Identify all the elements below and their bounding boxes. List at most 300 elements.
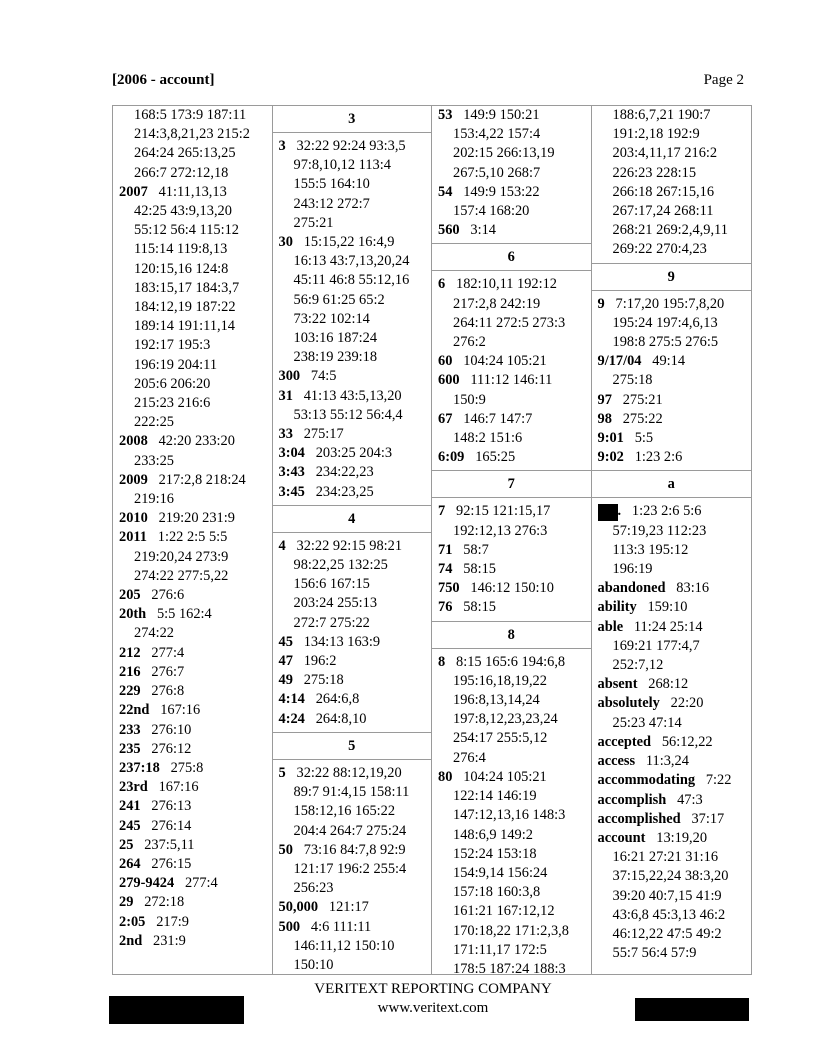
index-page-refs: 167:16 bbox=[160, 702, 201, 719]
index-term: 49 bbox=[278, 672, 293, 689]
index-term: 53 bbox=[438, 107, 453, 123]
index-term: ability bbox=[597, 599, 637, 616]
index-term: 3:45 bbox=[278, 483, 305, 500]
redaction-block-right bbox=[635, 998, 749, 1021]
index-term: 2009 bbox=[119, 471, 148, 488]
index-page-refs: 73:16 84:7,8 92:9 bbox=[303, 841, 406, 858]
index-page-refs: 159:10 bbox=[647, 599, 688, 616]
index-page-refs-continued: 217:2,8 242:19 bbox=[453, 295, 541, 312]
index-page-refs-continued: 46:12,22 47:5 49:2 bbox=[612, 925, 722, 942]
index-continuation-line: 203:4,11,17 216:2 bbox=[612, 145, 718, 162]
index-section-heading: 7 bbox=[432, 470, 591, 498]
index-term: absolutely bbox=[597, 695, 660, 712]
index-page-refs: 275:21 bbox=[622, 391, 663, 408]
index-page-refs: 134:13 163:9 bbox=[303, 633, 381, 650]
index-page-refs: 276:7 bbox=[151, 663, 185, 680]
index-page-refs-continued: 196:19 bbox=[612, 561, 653, 578]
index-section-heading: 8 bbox=[432, 621, 591, 649]
index-page-refs-continued: 195:24 197:4,6,13 bbox=[612, 314, 718, 331]
index-section-heading: 9 bbox=[592, 263, 752, 291]
index-entry bbox=[592, 733, 752, 752]
index-page-refs: 7:17,20 195:7,8,20 bbox=[615, 295, 725, 312]
index-term: 2:05 bbox=[119, 913, 146, 930]
index-page-refs-continued: 16:13 43:7,13,20,24 bbox=[293, 253, 410, 270]
index-page-refs: 47:3 bbox=[677, 791, 703, 808]
index-entry bbox=[113, 913, 272, 932]
index-page-refs: 37:17 bbox=[691, 810, 725, 827]
index-entry bbox=[432, 541, 591, 560]
index-page-refs: 11:24 25:14 bbox=[633, 618, 703, 635]
index-page-refs-continued: 53:13 55:12 56:4,4 bbox=[293, 406, 403, 423]
index-entry bbox=[432, 502, 591, 521]
index-page-refs: 13:19,20 bbox=[656, 829, 708, 846]
index-page-refs: 149:9 153:22 bbox=[463, 183, 540, 200]
index-term: 2008 bbox=[119, 433, 148, 450]
index-page-refs-continued: 156:6 167:15 bbox=[293, 576, 370, 593]
index-page-refs: 167:16 bbox=[158, 779, 199, 796]
index-entry bbox=[273, 841, 432, 860]
index-entry bbox=[113, 721, 272, 740]
index-page-refs-continued: 146:11,12 150:10 bbox=[293, 937, 395, 954]
index-term: 6 bbox=[438, 276, 446, 293]
index-entry bbox=[113, 644, 272, 663]
index-section-heading: 5 bbox=[273, 732, 432, 760]
index-page-refs-continued: 198:8 275:5 276:5 bbox=[612, 334, 719, 351]
index-page-refs-continued: 150:10 bbox=[293, 956, 334, 973]
index-page-refs: 217:9 bbox=[156, 913, 189, 930]
index-term: 750 bbox=[438, 580, 460, 597]
index-page-refs-continued: 39:20 40:7,15 41:9 bbox=[612, 887, 722, 904]
index-page-refs-continued: 264:11 272:5 273:3 bbox=[453, 314, 566, 331]
index-page-refs-continued: 97:8,10,12 113:4 bbox=[293, 157, 391, 174]
index-entry bbox=[113, 874, 272, 893]
index-entry bbox=[432, 275, 591, 294]
index-page-refs: 92:15 121:15,17 bbox=[456, 503, 551, 520]
index-term: 25 bbox=[119, 836, 134, 853]
index-term: access bbox=[597, 753, 636, 770]
index-page-refs-continued: 170:18,22 171:2,3,8 bbox=[453, 922, 569, 939]
index-page-refs-continued: 195:16,18,19,22 bbox=[453, 672, 547, 689]
index-page-refs-continued: 115:14 119:8,13 bbox=[134, 241, 228, 258]
index-page-refs-continued: 184:12,19 187:22 bbox=[134, 299, 236, 316]
index-page-refs: 121:17 bbox=[328, 899, 369, 916]
index-page-refs-continued: 37:15,22,24 38:3,20 bbox=[612, 868, 729, 885]
index-entry bbox=[273, 764, 432, 783]
index-page-refs: 58:7 bbox=[463, 541, 489, 558]
index-page-refs-continued: 55:12 56:4 115:12 bbox=[134, 222, 239, 239]
index-page-refs: 149:9 150:21 bbox=[463, 107, 540, 123]
index-page-refs: 58:15 bbox=[463, 599, 496, 616]
index-term-suffix: . bbox=[617, 503, 622, 520]
index-entry bbox=[432, 106, 591, 125]
index-page-refs: 22:20 bbox=[670, 695, 704, 712]
index-term: 3:04 bbox=[278, 445, 305, 462]
index-page-refs: 277:4 bbox=[151, 644, 185, 661]
index-term: 31 bbox=[278, 387, 293, 404]
index-entry bbox=[113, 701, 272, 720]
index-entry bbox=[273, 367, 432, 386]
index-continuation-line: 226:23 228:15 bbox=[612, 164, 697, 181]
index-term: 22nd bbox=[119, 702, 150, 719]
index-entry bbox=[432, 560, 591, 579]
index-term: 9:02 bbox=[597, 449, 624, 466]
index-entry bbox=[432, 448, 591, 467]
index-page-refs-continued: 161:21 167:12,12 bbox=[453, 903, 555, 920]
index-page-refs-continued: 43:6,8 45:3,13 46:2 bbox=[612, 906, 726, 923]
index-continuation-line: 268:21 269:2,4,9,11 bbox=[612, 222, 728, 239]
index-term: 205 bbox=[119, 587, 141, 604]
index-entry bbox=[273, 633, 432, 652]
index-entry bbox=[592, 598, 752, 617]
index-term: 2011 bbox=[119, 529, 147, 546]
index-page-refs: 276:6 bbox=[151, 587, 185, 604]
index-page-refs-continued: 153:4,22 157:4 bbox=[453, 126, 541, 143]
index-page-refs: 268:12 bbox=[648, 676, 689, 693]
redacted-term bbox=[598, 504, 618, 521]
index-continuation-line: 267:17,24 268:11 bbox=[612, 203, 714, 220]
index-term: 98 bbox=[597, 410, 612, 427]
index-term: 600 bbox=[438, 372, 460, 389]
index-term: accomplished bbox=[597, 810, 681, 827]
index-term: 4 bbox=[278, 537, 286, 554]
index-page-refs: 83:16 bbox=[676, 580, 710, 597]
index-page-refs-continued: 256:23 bbox=[293, 880, 334, 897]
page-range-header: [2006 - account] bbox=[112, 72, 215, 88]
index-page-refs: 15:15,22 16:4,9 bbox=[303, 234, 395, 251]
index-page-refs-continued: 158:12,16 165:22 bbox=[293, 803, 396, 820]
index-continuation-line: 266:7 272:12,18 bbox=[134, 164, 229, 181]
index-entry bbox=[273, 483, 432, 502]
index-entry bbox=[113, 759, 272, 778]
index-entry bbox=[113, 183, 272, 202]
index-page-refs-continued: 169:21 177:4,7 bbox=[612, 637, 700, 654]
index-term: 212 bbox=[119, 644, 141, 661]
index-page-refs-continued: 222:25 bbox=[134, 414, 174, 431]
index-term: 233 bbox=[119, 721, 141, 738]
index-entry bbox=[432, 221, 591, 240]
index-page-refs-continued: 196:19 204:11 bbox=[134, 356, 218, 373]
index-term: 2nd bbox=[119, 932, 143, 949]
index-term: 30 bbox=[278, 234, 293, 251]
index-entry bbox=[592, 295, 752, 314]
index-page-refs-continued: 155:5 164:10 bbox=[293, 176, 370, 193]
index-term: 33 bbox=[278, 426, 293, 443]
index-entry bbox=[273, 898, 432, 917]
index-page-refs: 5:5 bbox=[634, 430, 654, 447]
index-term: 20th bbox=[119, 606, 147, 623]
index-page-refs-continued: 178:5 187:24 188:3 bbox=[453, 960, 566, 977]
index-page-refs-continued: 197:8,12,23,23,24 bbox=[453, 711, 558, 728]
index-page-refs-continued: 150:9 bbox=[453, 391, 486, 408]
index-page-refs-continued: 152:24 153:18 bbox=[453, 845, 537, 862]
index-continuation-line: 214:3,8,21,23 215:2 bbox=[134, 126, 250, 143]
index-term: 235 bbox=[119, 740, 141, 757]
index-entry bbox=[273, 137, 432, 156]
index-page-refs: 217:2,8 218:24 bbox=[158, 471, 246, 488]
index-page-refs: 58:15 bbox=[463, 561, 496, 578]
index-entry bbox=[113, 605, 272, 624]
index-entry bbox=[113, 663, 272, 682]
index-page-refs-continued: 276:2 bbox=[453, 334, 486, 351]
index-page-refs-continued: 267:5,10 268:7 bbox=[453, 164, 541, 181]
index-entry bbox=[273, 918, 432, 937]
index-entry bbox=[592, 391, 752, 410]
index-entry bbox=[273, 671, 432, 690]
index-term: 6:09 bbox=[438, 449, 465, 466]
index-page-refs-continued: 276:4 bbox=[453, 749, 486, 766]
index-entry bbox=[113, 797, 272, 816]
index-term: 300 bbox=[278, 368, 301, 385]
index-term: 9/17/04 bbox=[597, 353, 642, 370]
index-entry bbox=[432, 653, 591, 672]
index-page-refs: 231:9 bbox=[153, 932, 186, 949]
index-continuation-line: 266:18 267:15,16 bbox=[612, 183, 715, 200]
index-page-refs-continued: 56:9 61:25 65:2 bbox=[293, 291, 385, 308]
index-term: 4:24 bbox=[278, 710, 305, 727]
index-entry bbox=[113, 471, 272, 490]
index-page-refs-continued: 148:2 151:6 bbox=[453, 430, 523, 447]
index-page-refs-continued: 25:23 47:14 bbox=[612, 714, 682, 731]
index-page-refs-continued: 192:17 195:3 bbox=[134, 337, 211, 354]
index-page-refs-continued: 275:18 bbox=[612, 372, 653, 389]
index-page-refs: 234:22,23 bbox=[315, 464, 374, 481]
index-entry bbox=[273, 690, 432, 709]
index-page-refs-continued: 103:16 187:24 bbox=[293, 330, 378, 347]
index-page-refs: 3:14 bbox=[470, 222, 496, 239]
index-term: absent bbox=[597, 676, 638, 693]
index-section-heading: 4 bbox=[273, 505, 432, 533]
index-page-refs: 111:12 146:11 bbox=[470, 372, 553, 389]
index-entry bbox=[432, 371, 591, 390]
index-continuation-line: 191:2,18 192:9 bbox=[612, 126, 700, 143]
index-page-refs-continued: 219:16 bbox=[134, 491, 174, 508]
index-page-refs-continued: 252:7,12 bbox=[612, 657, 664, 674]
index-entry bbox=[432, 768, 591, 787]
index-page-refs-continued: 204:4 264:7 275:24 bbox=[293, 822, 407, 839]
index-page-refs-continued: 57:19,23 112:23 bbox=[612, 522, 707, 539]
index-page-refs-continued: 254:17 255:5,12 bbox=[453, 730, 548, 747]
index-entry bbox=[113, 932, 272, 951]
index-page-refs: 32:22 92:15 98:21 bbox=[296, 537, 403, 554]
index-term: 50,000 bbox=[278, 899, 319, 916]
index-page-refs: 104:24 105:21 bbox=[463, 768, 547, 785]
index-entry bbox=[113, 528, 272, 547]
index-entry bbox=[113, 778, 272, 797]
index-column-2 bbox=[273, 106, 433, 974]
index-term: 264 bbox=[119, 855, 141, 872]
index-column-1 bbox=[113, 106, 273, 974]
index-term: able bbox=[597, 618, 624, 635]
index-term: 279-9424 bbox=[119, 875, 175, 892]
index-term: 54 bbox=[438, 183, 453, 200]
index-page-refs: 182:10,11 192:12 bbox=[456, 276, 558, 293]
index-entry bbox=[273, 652, 432, 671]
index-entry bbox=[592, 352, 752, 371]
index-term: 80 bbox=[438, 768, 453, 785]
index-entry bbox=[592, 771, 752, 790]
index-entry bbox=[592, 448, 752, 467]
index-entry bbox=[432, 352, 591, 371]
index-section-heading: 6 bbox=[432, 243, 591, 271]
index-entry bbox=[592, 618, 752, 637]
index-page-refs-continued: 148:6,9 149:2 bbox=[453, 826, 533, 843]
index-term: 74 bbox=[438, 561, 453, 578]
index-continuation-line: 269:22 270:4,23 bbox=[612, 241, 707, 258]
index-term: 3:43 bbox=[278, 464, 305, 481]
index-entry bbox=[113, 740, 272, 759]
index-page-refs-continued: 189:14 191:11,14 bbox=[134, 318, 236, 335]
index-page-refs: 165:25 bbox=[475, 449, 516, 466]
index-page-refs-continued: 122:14 146:19 bbox=[453, 788, 537, 805]
index-page-refs-continued: 183:15,17 184:3,7 bbox=[134, 279, 240, 296]
index-entry bbox=[113, 509, 272, 528]
page-number: Page 2 bbox=[703, 72, 744, 88]
index-entry bbox=[432, 598, 591, 617]
index-entry bbox=[273, 425, 432, 444]
index-term: 23rd bbox=[119, 779, 148, 796]
index-column-4 bbox=[592, 106, 752, 974]
index-entry bbox=[432, 183, 591, 202]
index-term: accepted bbox=[597, 733, 652, 750]
index-entry bbox=[592, 810, 752, 829]
index-entry bbox=[592, 791, 752, 810]
index-page-refs: 196:2 bbox=[303, 653, 337, 670]
index-page-refs: 8:15 165:6 194:6,8 bbox=[456, 653, 566, 670]
index-page-refs-continued: 157:18 160:3,8 bbox=[453, 884, 541, 901]
index-entry bbox=[273, 444, 432, 463]
index-entry bbox=[432, 579, 591, 598]
index-term: 229 bbox=[119, 683, 141, 700]
index-term: 216 bbox=[119, 663, 141, 680]
index-page-refs: 272:18 bbox=[144, 894, 185, 911]
index-page-refs-continued: 233:25 bbox=[134, 452, 174, 469]
index-page-refs: 237:5,11 bbox=[144, 836, 195, 853]
index-page-refs: 41:13 43:5,13,20 bbox=[303, 387, 402, 404]
index-entry bbox=[113, 855, 272, 874]
index-entry bbox=[113, 586, 272, 605]
word-index-table bbox=[112, 105, 752, 975]
redaction-block-left bbox=[109, 996, 244, 1024]
index-page-refs-continued: 120:15,16 124:8 bbox=[134, 260, 229, 277]
index-term: 8 bbox=[438, 653, 446, 670]
index-term: accomplish bbox=[597, 791, 667, 808]
index-term: 50 bbox=[278, 841, 293, 858]
index-entry bbox=[113, 836, 272, 855]
index-term: 4:14 bbox=[278, 691, 305, 708]
index-entry bbox=[592, 429, 752, 448]
index-term: 60 bbox=[438, 353, 453, 370]
index-entry bbox=[592, 675, 752, 694]
index-term: 7 bbox=[438, 503, 446, 520]
index-term: 76 bbox=[438, 599, 453, 616]
index-page-refs: 276:8 bbox=[151, 683, 185, 700]
index-entry bbox=[273, 710, 432, 729]
index-page-refs: 41:11,13,13 bbox=[158, 183, 227, 200]
index-continuation-line: 168:5 173:9 187:11 bbox=[134, 107, 247, 123]
index-page-refs-continued: 113:3 195:12 bbox=[612, 541, 689, 558]
index-section-heading: 3 bbox=[273, 106, 432, 133]
index-term: 47 bbox=[278, 653, 293, 670]
index-page-refs-continued: 147:12,13,16 148:3 bbox=[453, 807, 566, 824]
index-continuation-line: 264:24 265:13,25 bbox=[134, 145, 236, 162]
index-term: 245 bbox=[119, 817, 141, 834]
index-page-refs: 276:15 bbox=[151, 855, 192, 872]
index-page-refs: 146:12 150:10 bbox=[470, 580, 554, 597]
index-page-refs-continued: 42:25 43:9,13,20 bbox=[134, 203, 232, 220]
index-entry bbox=[592, 829, 752, 848]
index-term: 9:01 bbox=[597, 430, 624, 447]
index-entry bbox=[113, 682, 272, 701]
index-page-refs: 203:25 204:3 bbox=[315, 445, 393, 462]
index-page-refs-continued: 275:21 bbox=[293, 214, 334, 231]
index-term: 500 bbox=[278, 918, 301, 935]
index-term: 560 bbox=[438, 222, 460, 239]
index-term: abandoned bbox=[597, 580, 666, 597]
index-entry bbox=[113, 893, 272, 912]
index-term: 45 bbox=[278, 633, 293, 650]
index-term: 5 bbox=[278, 764, 286, 781]
index-entry bbox=[592, 579, 752, 598]
index-page-refs-continued: 274:22 bbox=[134, 625, 174, 642]
index-page-refs-continued: 171:11,17 172:5 bbox=[453, 941, 547, 958]
index-term: 2007 bbox=[119, 183, 148, 200]
index-page-refs: 234:23,25 bbox=[315, 483, 374, 500]
index-entry bbox=[273, 233, 432, 252]
index-page-refs: 5:5 162:4 bbox=[156, 606, 212, 623]
index-page-refs: 104:24 105:21 bbox=[463, 353, 547, 370]
index-term: 29 bbox=[119, 894, 134, 911]
index-section-heading: a bbox=[592, 470, 752, 498]
index-entry bbox=[592, 502, 752, 521]
index-entry bbox=[592, 410, 752, 429]
index-page-refs: 56:12,22 bbox=[661, 733, 713, 750]
index-term: account bbox=[597, 829, 646, 846]
index-term: 241 bbox=[119, 798, 141, 815]
index-entry bbox=[432, 410, 591, 429]
index-entry bbox=[113, 432, 272, 451]
index-page-refs: 11:3,24 bbox=[645, 753, 689, 770]
index-page-refs-continued: 196:8,13,14,24 bbox=[453, 692, 540, 709]
index-page-refs: 264:6,8 bbox=[315, 691, 360, 708]
index-page-refs: 49:14 bbox=[652, 353, 686, 370]
index-page-refs: 276:12 bbox=[151, 740, 192, 757]
index-page-refs: 1:23 2:6 5:6 bbox=[631, 503, 702, 520]
index-page-refs: 275:17 bbox=[303, 426, 344, 443]
index-column-3 bbox=[432, 106, 592, 977]
index-term: 67 bbox=[438, 410, 453, 427]
index-term: 9 bbox=[597, 295, 605, 312]
index-term: 71 bbox=[438, 541, 453, 558]
index-page-refs-continued: 55:7 56:4 57:9 bbox=[612, 945, 697, 962]
index-entry bbox=[592, 752, 752, 771]
index-entry bbox=[592, 694, 752, 713]
index-page-refs: 276:10 bbox=[151, 721, 192, 738]
index-page-refs: 275:22 bbox=[622, 410, 663, 427]
index-page-refs: 275:18 bbox=[303, 672, 344, 689]
index-page-refs-continued: 205:6 206:20 bbox=[134, 375, 211, 392]
index-page-refs: 264:8,10 bbox=[315, 710, 367, 727]
index-page-refs-continued: 154:9,14 156:24 bbox=[453, 864, 548, 881]
index-page-refs: 146:7 147:7 bbox=[463, 410, 533, 427]
index-page-refs-continued: 202:15 266:13,19 bbox=[453, 145, 555, 162]
index-continuation-line: 188:6,7,21 190:7 bbox=[612, 107, 711, 123]
index-page-refs-continued: 192:12,13 276:3 bbox=[453, 522, 548, 539]
index-page-refs-continued: 219:20,24 273:9 bbox=[134, 548, 229, 565]
index-page-refs: 7:22 bbox=[705, 772, 732, 789]
index-page-refs: 276:14 bbox=[151, 817, 192, 834]
index-page-refs-continued: 243:12 272:7 bbox=[293, 195, 370, 212]
index-page-refs: 42:20 233:20 bbox=[158, 433, 235, 450]
